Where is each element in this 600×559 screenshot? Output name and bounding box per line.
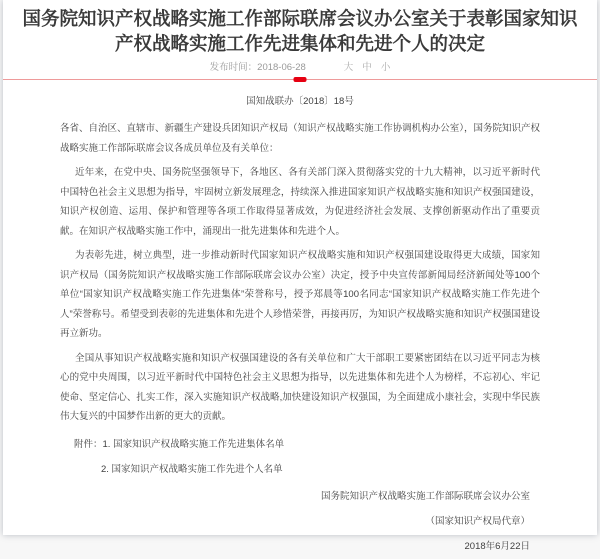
attachments [60, 432, 540, 482]
red-divider [3, 79, 597, 81]
font-size-medium-button[interactable]: 中 [362, 62, 372, 73]
publish-label: 发布时间： [209, 62, 258, 73]
attachment-line [60, 457, 540, 482]
publish-date: 2018-06-28 [257, 62, 306, 73]
paragraph-decision: 为表彰先进，树立典型，进一步推动新时代国家知识产权战略实施和知识产权强国建设取得更大成绩，国家知识产权局（国务院知识产权战略实施工作部际联席会议办公室）决定，授予中央宣传部新闻局经济新闻处等100个单位“国家知识产权战略实施工作先进集体”荣誉称号，授予郑晨等100名同志“国家知识产权战略实施工作先进个人”荣誉称号。希望受到表彰的先进集体和先进个人珍惜荣誉，再接再厉，为知识产权战略实施和知识产权强国建设再立新功。 [60, 250, 540, 339]
paragraph-addressee: 各省、自治区、直辖市、新疆生产建设兵团知识产权局（知识产权战略实施工作协调机构办公室），国务院知识产权战略实施工作部际联席会议各成员单位及有关单位： [60, 123, 540, 154]
signature-block [60, 484, 540, 559]
font-size-controls [344, 59, 391, 73]
attachment-item-collectives: 1. 国家知识产权战略实施工作先进集体名单 [102, 438, 285, 450]
signature-date: 2018年6月22日 [464, 540, 530, 552]
font-size-small-button[interactable]: 小 [380, 62, 391, 73]
signature-office: 国务院知识产权战略实施工作部际联席会议办公室 [320, 490, 530, 502]
article-body [60, 119, 540, 559]
divider-center-dot [294, 77, 307, 82]
attachment-line [60, 432, 540, 457]
attachments-label: 附件： [74, 438, 103, 450]
document-number: 国知战联办〔2018〕18号 [246, 96, 354, 107]
page-title: 国务院知识产权战略实施工作部际联席会议办公室关于表彰国家知识产权战略实施工作先进集体和先进个人的决定 [22, 8, 578, 54]
font-size-large-button[interactable]: 大 [343, 62, 354, 73]
paragraph-background: 近年来，在党中央、国务院坚强领导下，各地区、各有关部门深入贯彻落实党的十九大精神，以习近平新时代中国特色社会主义思想为指导，牢固树立新发展理念，持续深入推进国家知识产权战略实施和知识产权强国建设，知识产权创造、运用、保护和管理等各项工作取得显著成效，为促进经济社会发展、支撑创新驱动作出了重要贡献。在知识产权战略实施工作中，涌现出一批先进集体和先进个人。 [60, 167, 540, 237]
document-page [3, 0, 597, 552]
attachment-item-individuals: 2. 国家知识产权战略实施工作先进个人名单 [101, 463, 283, 475]
signature-seal: （国家知识产权局代章） [425, 515, 530, 527]
paragraph-callout: 全国从事知识产权战略实施和知识产权强国建设的各有关单位和广大干部职工要紧密团结在以习近平同志为核心的党中央周围，以习近平新时代中国特色社会主义思想为指导，以先进集体和先进个人为榜样，不忘初心、牢记使命、坚定信心、扎实工作，深入实施知识产权战略,加快建设知识产权强国，为全面建成小康社会，实现中华民族伟大复兴的中国梦作出新的更大的贡献。 [60, 352, 540, 422]
meta-row [3, 60, 597, 72]
publish-info [210, 59, 306, 73]
